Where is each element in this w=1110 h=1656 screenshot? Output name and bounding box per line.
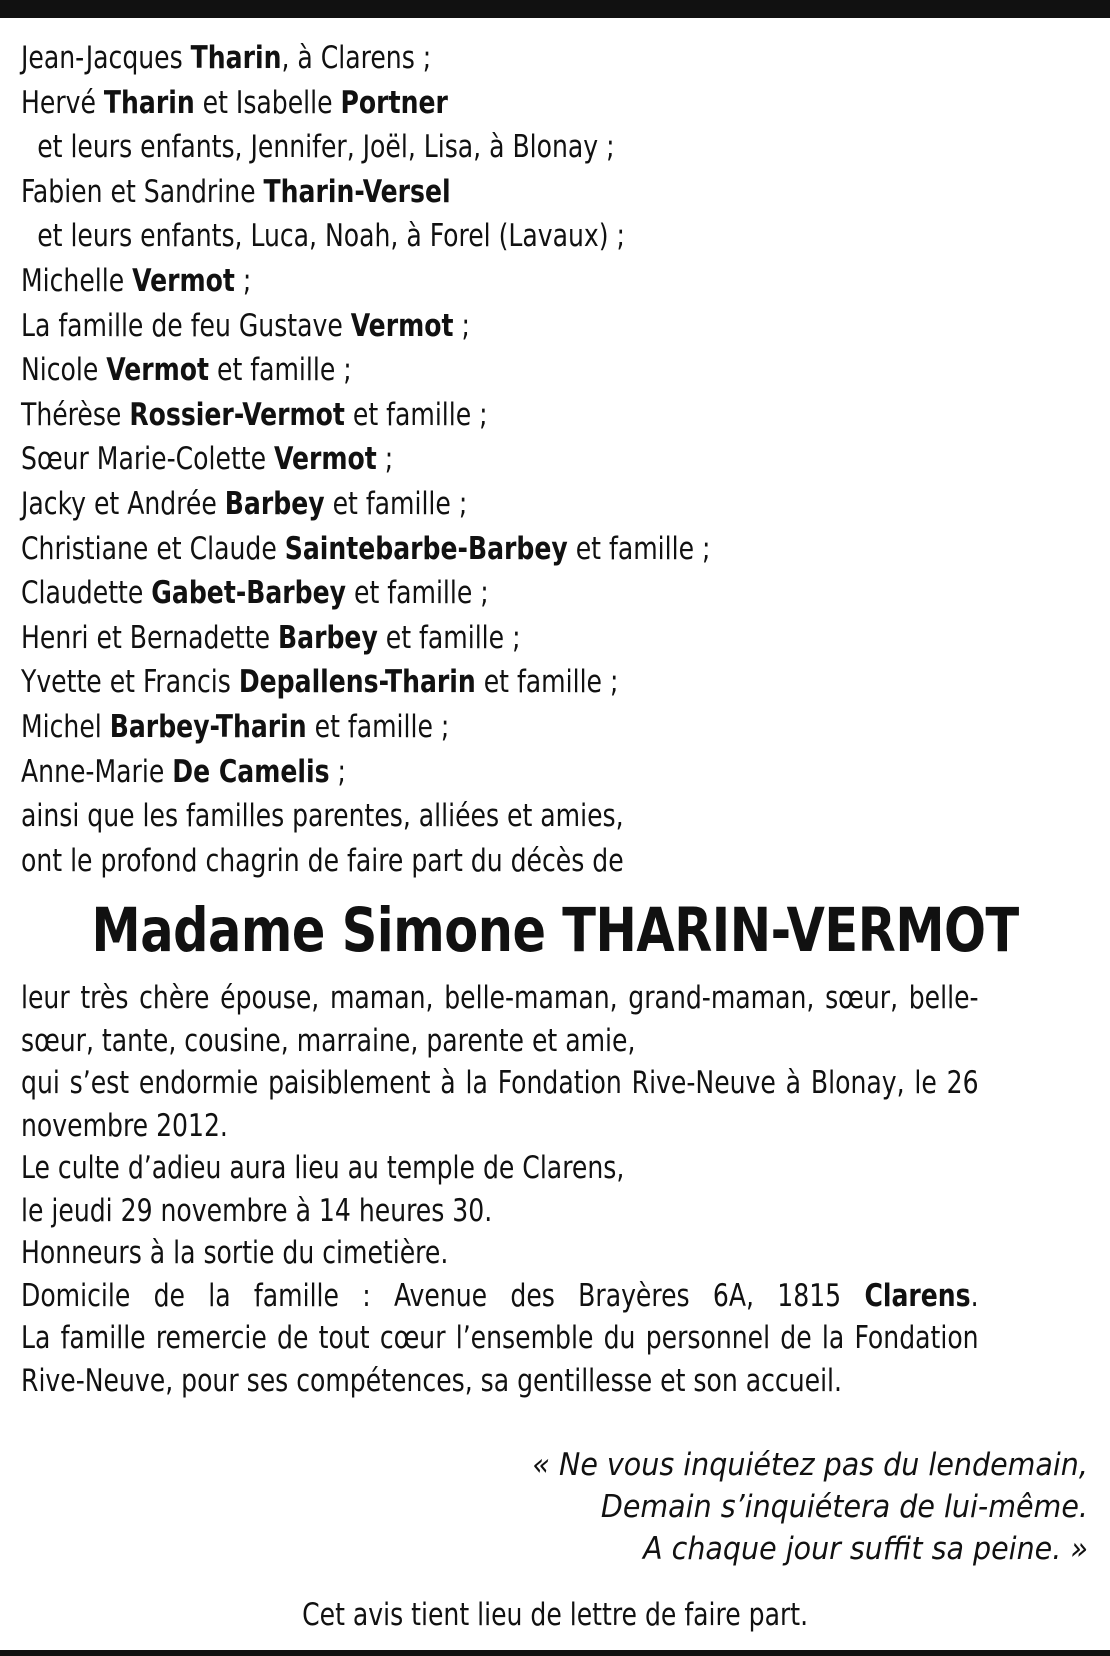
service-location: Le culte d’adieu aura lieu au temple de Clarens, bbox=[21, 1150, 625, 1186]
quote-line: « Ne vous inquiétez pas du lendemain, bbox=[532, 1447, 1088, 1483]
surname: Vermot bbox=[274, 441, 377, 478]
surname: Vermot bbox=[106, 352, 210, 389]
surname: Saintebarbe-Barbey bbox=[284, 530, 568, 567]
surname: Tharin bbox=[103, 84, 195, 121]
mourner-line: Michel Barbey-Tharin et famille ; bbox=[21, 708, 450, 745]
mourner-line: La famille de feu Gustave Vermot ; bbox=[21, 307, 470, 344]
family-address: Domicile de la famille : Avenue des Brayères 6A, 1815 Clarens. bbox=[21, 1277, 979, 1314]
surname: Rossier-Vermot bbox=[129, 396, 345, 433]
mourner-line: Fabien et Sandrine Tharin-Versel bbox=[21, 173, 451, 210]
honours-line: Honneurs à la sortie du cimetière. bbox=[21, 1235, 449, 1271]
surname: Barbey bbox=[278, 619, 378, 656]
mourner-line: Nicole Vermot et famille ; bbox=[21, 352, 352, 389]
mourner-line: Sœur Marie-Colette Vermot ; bbox=[21, 441, 394, 478]
notice-body bbox=[21, 977, 979, 1402]
mourner-line: Claudette Gabet-Barbey et famille ; bbox=[21, 575, 489, 612]
surname: Vermot bbox=[132, 262, 235, 299]
mourner-line: Yvette et Francis Depallens-Tharin et famille ; bbox=[21, 664, 619, 701]
mourner-line: Michelle Vermot ; bbox=[21, 262, 252, 299]
mourner-line: Jacky et Andrée Barbey et famille ; bbox=[21, 485, 468, 522]
mourner-line: Thérèse Rossier-Vermot et famille ; bbox=[21, 396, 488, 433]
surname: Gabet-Barbey bbox=[151, 575, 347, 612]
surname: Vermot bbox=[350, 307, 454, 344]
mourner-line: et leurs enfants, Luca, Noah, à Forel (Lavaux) ; bbox=[37, 218, 625, 255]
surname: Portner bbox=[340, 84, 448, 121]
thanks-paragraph: La famille remercie de tout cœur l’ensemble du personnel de la Fondation Rive-Neuve, pour ses compétences, sa gentillesse et son accueil. bbox=[21, 1320, 979, 1399]
deceased-name-heading: Madame Simone THARIN-VERMOT bbox=[91, 895, 1019, 966]
surname: Barbey bbox=[224, 485, 325, 522]
mourner-line: Anne-Marie De Camelis ; bbox=[21, 753, 346, 790]
service-datetime: le jeudi 29 novembre à 14 heures 30. bbox=[21, 1192, 493, 1229]
surname: Barbey-Tharin bbox=[109, 708, 307, 745]
surname: Tharin bbox=[190, 40, 282, 76]
mourner-line: Hervé Tharin et Isabelle Portner bbox=[21, 84, 448, 121]
top-border-rule bbox=[0, 0, 1110, 18]
mourner-line: Christiane et Claude Saintebarbe-Barbey et famille ; bbox=[21, 530, 711, 567]
surname: Tharin-Versel bbox=[263, 173, 451, 210]
death-paragraph: qui s’est endormie paisiblement à la Fondation Rive-Neuve à Blonay, le 26 novembre 2012. bbox=[21, 1065, 979, 1144]
announcement-line: ont le profond chagrin de faire part du décès de bbox=[21, 842, 624, 879]
scripture-quote bbox=[484, 1444, 1088, 1570]
mourner-line: Jean-Jacques Tharin, à Clarens ; bbox=[21, 40, 432, 76]
surname: Depallens-Tharin bbox=[238, 664, 476, 701]
town-name: Clarens bbox=[864, 1277, 971, 1314]
closing-note: Cet avis tient lieu de lettre de faire part. bbox=[302, 1597, 808, 1633]
quote-line: A chaque jour suffit sa peine. » bbox=[643, 1531, 1088, 1567]
bottom-border-rule bbox=[0, 1650, 1110, 1656]
mourners-list bbox=[21, 36, 979, 883]
relationship-paragraph: leur très chère épouse, maman, belle-maman, grand-maman, sœur, belle-sœur, tante, cousine, marraine, parente et amie, bbox=[21, 980, 979, 1059]
families-line: ainsi que les familles parentes, alliées et amies, bbox=[21, 798, 624, 835]
surname: De Camelis bbox=[172, 753, 330, 790]
mourner-line: Henri et Bernadette Barbey et famille ; bbox=[21, 619, 521, 656]
quote-line: Demain s’inquiétera de lui-même. bbox=[600, 1489, 1088, 1525]
mourner-line: et leurs enfants, Jennifer, Joël, Lisa, à Blonay ; bbox=[37, 129, 615, 166]
